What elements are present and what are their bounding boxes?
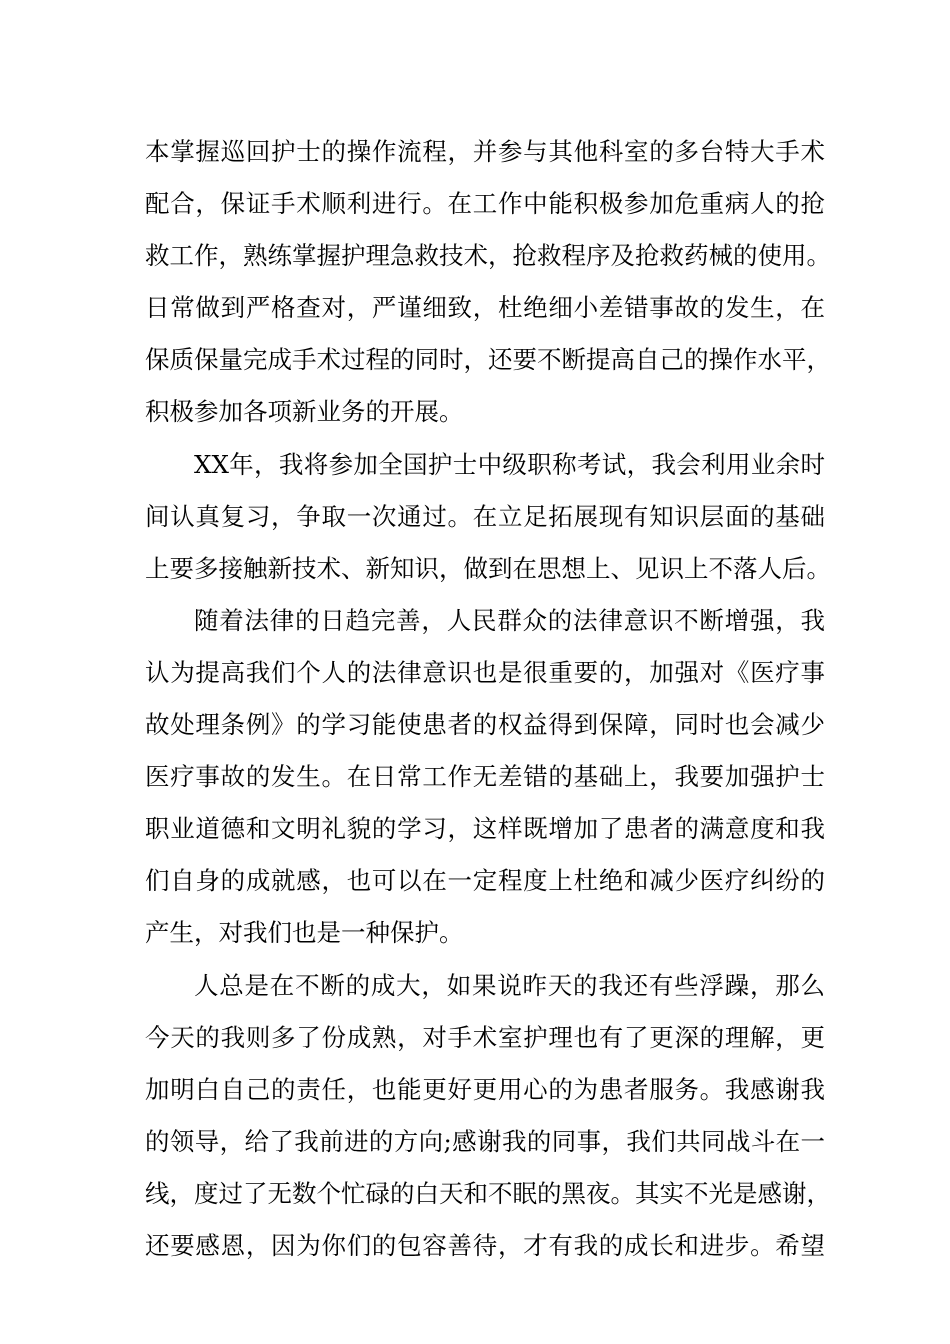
text-line: 故处理条例》的学习能使患者的权益得到保障，同时也会减少 [145,710,825,740]
text-line: 线，度过了无数个忙碌的白天和不眠的黑夜。其实不光是感谢， [145,1178,831,1208]
text-line: 救工作，熟练掌握护理急救技术，抢救程序及抢救药械的使用。 [145,241,831,271]
text-line: 医疗事故的发生。在日常工作无差错的基础上，我要加强护士 [145,762,825,792]
text-line: 今天的我则多了份成熟，对手术室护理也有了更深的理解，更 [145,1022,825,1052]
document-body [145,126,831,1272]
text-line: 保质保量完成手术过程的同时，还要不断提高自己的操作水平， [145,345,831,375]
text-line: 们自身的成就感，也可以在一定程度上杜绝和减少医疗纠纷的 [145,866,825,896]
text-line: 人总是在不断的成大，如果说昨天的我还有些浮躁，那么 [194,970,825,1000]
text-line: 间认真复习，争取一次通过。在立足拓展现有知识层面的基础 [145,501,825,531]
text-line: 认为提高我们个人的法律意识也是很重要的，加强对《医疗事 [145,657,825,687]
text-line: 还要感恩，因为你们的包容善待，才有我的成长和进步。希望 [145,1230,825,1260]
text-line: 随着法律的日趋完善，人民群众的法律意识不断增强，我 [194,605,825,635]
text-line: 配合，保证手术顺利进行。在工作中能积极参加危重病人的抢 [145,189,825,219]
text-line: 加明白自己的责任，也能更好更用心的为患者服务。我感谢我 [145,1074,825,1104]
text-line: 职业道德和文明礼貌的学习，这样既增加了患者的满意度和我 [145,814,825,844]
text-line: 产生，对我们也是一种保护。 [145,918,464,948]
text-line: 上要多接触新技术、新知识，做到在思想上、见识上不落人后。 [145,553,831,583]
text-line: 日常做到严格查对，严谨细致，杜绝细小差错事故的发生，在 [145,293,825,323]
text-line: 的领导，给了我前进的方向;感谢我的同事，我们共同战斗在一 [145,1126,825,1156]
text-line: 本掌握巡回护士的操作流程，并参与其他科室的多台特大手术 [145,137,825,166]
text-line: XX年，我将参加全国护士中级职称考试，我会利用业余时 [194,449,825,479]
text-line: 积极参加各项新业务的开展。 [145,397,464,427]
